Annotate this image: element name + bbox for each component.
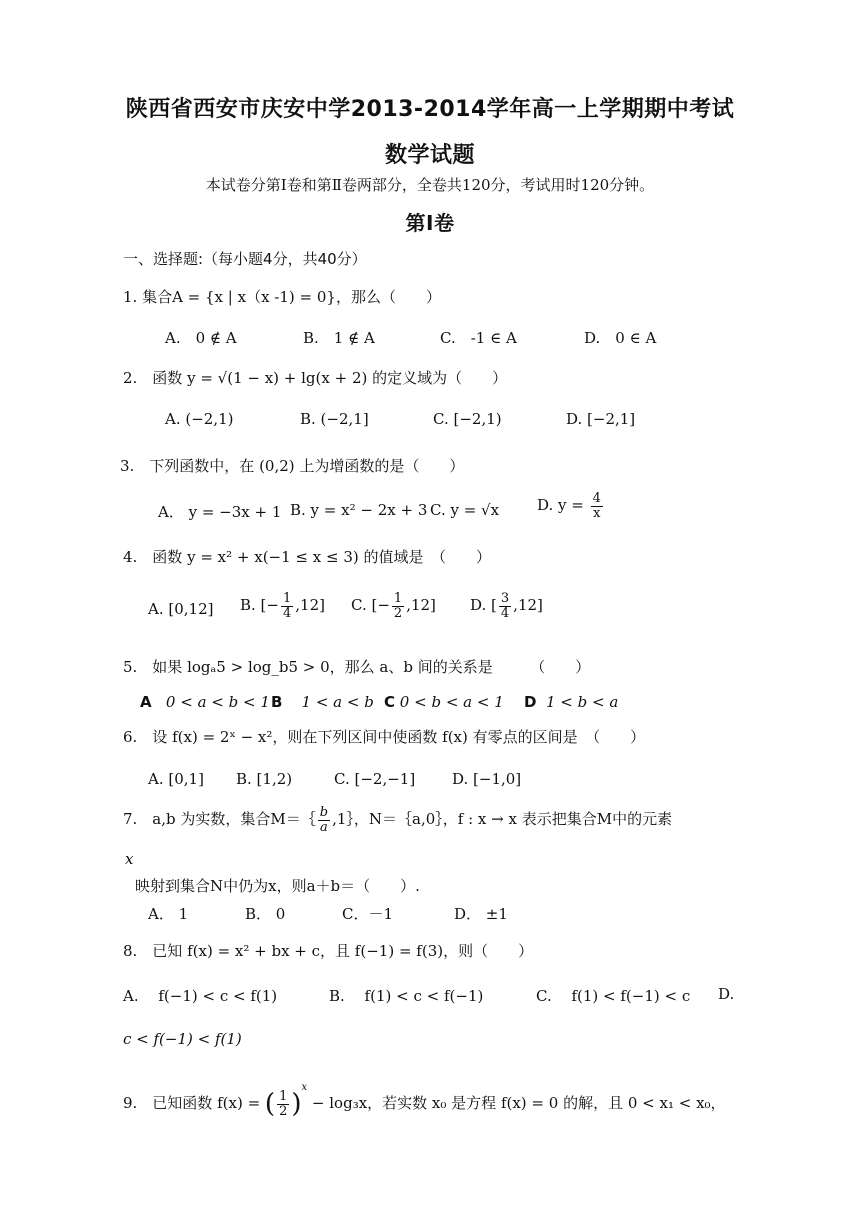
question-5-option-d xyxy=(524,693,618,711)
fraction-denominator: 2 xyxy=(393,605,403,621)
fraction xyxy=(499,592,511,620)
fraction-numerator: 1 xyxy=(279,1088,288,1104)
question-7-option-b: B． 0 xyxy=(245,905,286,923)
fraction xyxy=(277,1090,289,1118)
paren-right: ) xyxy=(291,1089,302,1119)
question-8-stem: 8. 已知 f(x) = x² + bx + c，且 f(−1) = f(3)，则（ ） xyxy=(123,942,534,960)
question-9-stem xyxy=(123,1082,726,1119)
option-label: B xyxy=(271,693,283,711)
part-heading: 第Ⅰ卷 xyxy=(405,211,455,235)
question-6-stem: 6. 设 f(x) = 2ˣ − x²，则在下列区间中使函数 f(x) 有零点的区间是 （ ） xyxy=(123,728,646,746)
stem-prefix: 7. a,b 为实数，集合M＝｛ xyxy=(123,810,316,829)
option-label: C xyxy=(384,693,396,711)
stem-suffix: − log₃x，若实数 x₀ 是方程 f(x) = 0 的解，且 0 < x₁ < x₀， xyxy=(311,1094,726,1112)
question-6-option-a: A. [0,1] xyxy=(148,770,204,788)
exam-intro: 本试卷分第Ⅰ卷和第Ⅱ卷两部分，全卷共120分，考试用时120分钟。 xyxy=(205,176,655,194)
option-text: 1 < b < a xyxy=(546,693,619,711)
question-7-stem xyxy=(123,806,672,834)
question-1-option-b: B. 1 ∉ A xyxy=(303,329,375,347)
question-1-option-c: C. -1 ∈ A xyxy=(440,329,517,347)
option-prefix: C. [− xyxy=(351,596,390,615)
question-8-option-d-label: D. xyxy=(718,985,735,1003)
question-8-option-b: B. f(1) < c < f(−1) xyxy=(329,987,484,1005)
question-5-option-c xyxy=(384,693,504,711)
question-6-option-d: D. [−1,0] xyxy=(452,770,522,788)
question-3-option-c: C. y = √x xyxy=(430,501,500,519)
option-label: D xyxy=(524,693,537,711)
question-2-option-d: D. [−2,1] xyxy=(566,410,636,428)
question-8-option-c: C. f(1) < f(−1) < c xyxy=(536,987,691,1005)
fraction xyxy=(281,592,293,620)
question-2-option-b: B. (−2,1] xyxy=(300,410,369,428)
option-prefix: B. [− xyxy=(240,596,279,615)
question-3-stem: 3. 下列函数中，在 (0,2) 上为增函数的是（ ） xyxy=(120,457,465,475)
option-text: 0 < a < b < 1 xyxy=(165,693,270,711)
question-1-stem: 1. 集合A = {x | x（x -1) = 0}，那么（ ） xyxy=(123,288,441,306)
question-2-option-c: C. [−2,1) xyxy=(433,410,502,428)
question-1-option-d: D. 0 ∈ A xyxy=(584,329,657,347)
question-7-option-a: A． 1 xyxy=(148,905,189,923)
fraction-numerator: 1 xyxy=(393,591,403,606)
question-7-wrap: x xyxy=(125,850,134,868)
question-4-option-a: A. [0,12] xyxy=(148,600,214,618)
question-5-stem: 5. 如果 logₐ5 > log_b5 > 0，那么 a、b 间的关系是 （ ） xyxy=(123,658,591,676)
exam-subtitle: 数学试题 xyxy=(384,143,475,168)
fraction xyxy=(318,806,330,834)
question-4-option-d xyxy=(470,592,543,620)
option-text: 1 < a < b xyxy=(301,693,374,711)
fraction-denominator: 4 xyxy=(282,605,292,621)
stem-prefix: 9. 已知函数 f(x) = xyxy=(123,1094,265,1112)
fraction-numerator: 3 xyxy=(500,591,510,606)
question-6-option-b: B. [1,2) xyxy=(236,770,293,788)
question-4-option-b xyxy=(240,592,325,620)
option-prefix: D. [ xyxy=(470,596,497,615)
question-1-option-a: A. 0 ∉ A xyxy=(165,329,237,347)
question-3-option-b: B. y = x² − 2x + 3 xyxy=(290,501,428,519)
stem-suffix: ,1｝，N＝｛a,0｝，f : x → x 表示把集合M中的元素 xyxy=(332,810,673,829)
fraction-denominator: 2 xyxy=(279,1103,288,1119)
question-3-option-d xyxy=(537,492,605,520)
question-3-option-d-prefix: D. y = xyxy=(537,496,584,515)
option-suffix: ,12] xyxy=(406,596,436,615)
section-heading: 一、选择题:（每小题4分，共40分） xyxy=(123,250,367,268)
fraction-numerator: 1 xyxy=(282,591,292,606)
fraction-numerator: 4 xyxy=(592,491,601,506)
question-4-option-c xyxy=(351,592,436,620)
option-suffix: ,12] xyxy=(295,596,325,615)
question-5-option-b xyxy=(271,693,374,711)
paren-left: ( xyxy=(264,1089,276,1119)
fraction xyxy=(392,592,404,620)
option-suffix: ,12] xyxy=(513,596,543,615)
question-8-option-a: A. f(−1) < c < f(1) xyxy=(123,987,278,1005)
fraction-denominator: 4 xyxy=(500,605,510,621)
question-7-option-d: D． ±1 xyxy=(454,905,508,923)
question-8-option-d: c < f(−1) < f(1) xyxy=(123,1030,242,1048)
fraction xyxy=(591,492,603,520)
question-4-stem: 4. 函数 y = x² + x(−1 ≤ x ≤ 3) 的值域是 （ ） xyxy=(123,548,491,566)
question-6-option-c: C. [−2,−1] xyxy=(334,770,416,788)
fraction-denominator: x xyxy=(593,505,601,521)
question-7-line2: 映射到集合N中仍为x，则a＋b＝（ ）. xyxy=(135,877,420,895)
question-7-option-c: C．－1 xyxy=(342,905,394,923)
option-label: A xyxy=(140,693,152,711)
question-2-option-a: A. (−2,1) xyxy=(165,410,234,428)
exponent: x xyxy=(301,1082,308,1093)
question-3-option-a: A． y = −3x + 1 xyxy=(158,503,282,521)
question-5-option-a xyxy=(140,693,270,711)
option-text: 0 < b < a < 1 xyxy=(399,693,504,711)
exam-title: 陕西省西安市庆安中学2013-2014学年高一上学期期中考试 xyxy=(125,97,735,122)
fraction-numerator: b xyxy=(319,805,329,820)
fraction-denominator: a xyxy=(320,819,328,835)
question-2-stem: 2. 函数 y = √(1 − x) + lg(x + 2) 的定义域为（ ） xyxy=(123,369,508,387)
